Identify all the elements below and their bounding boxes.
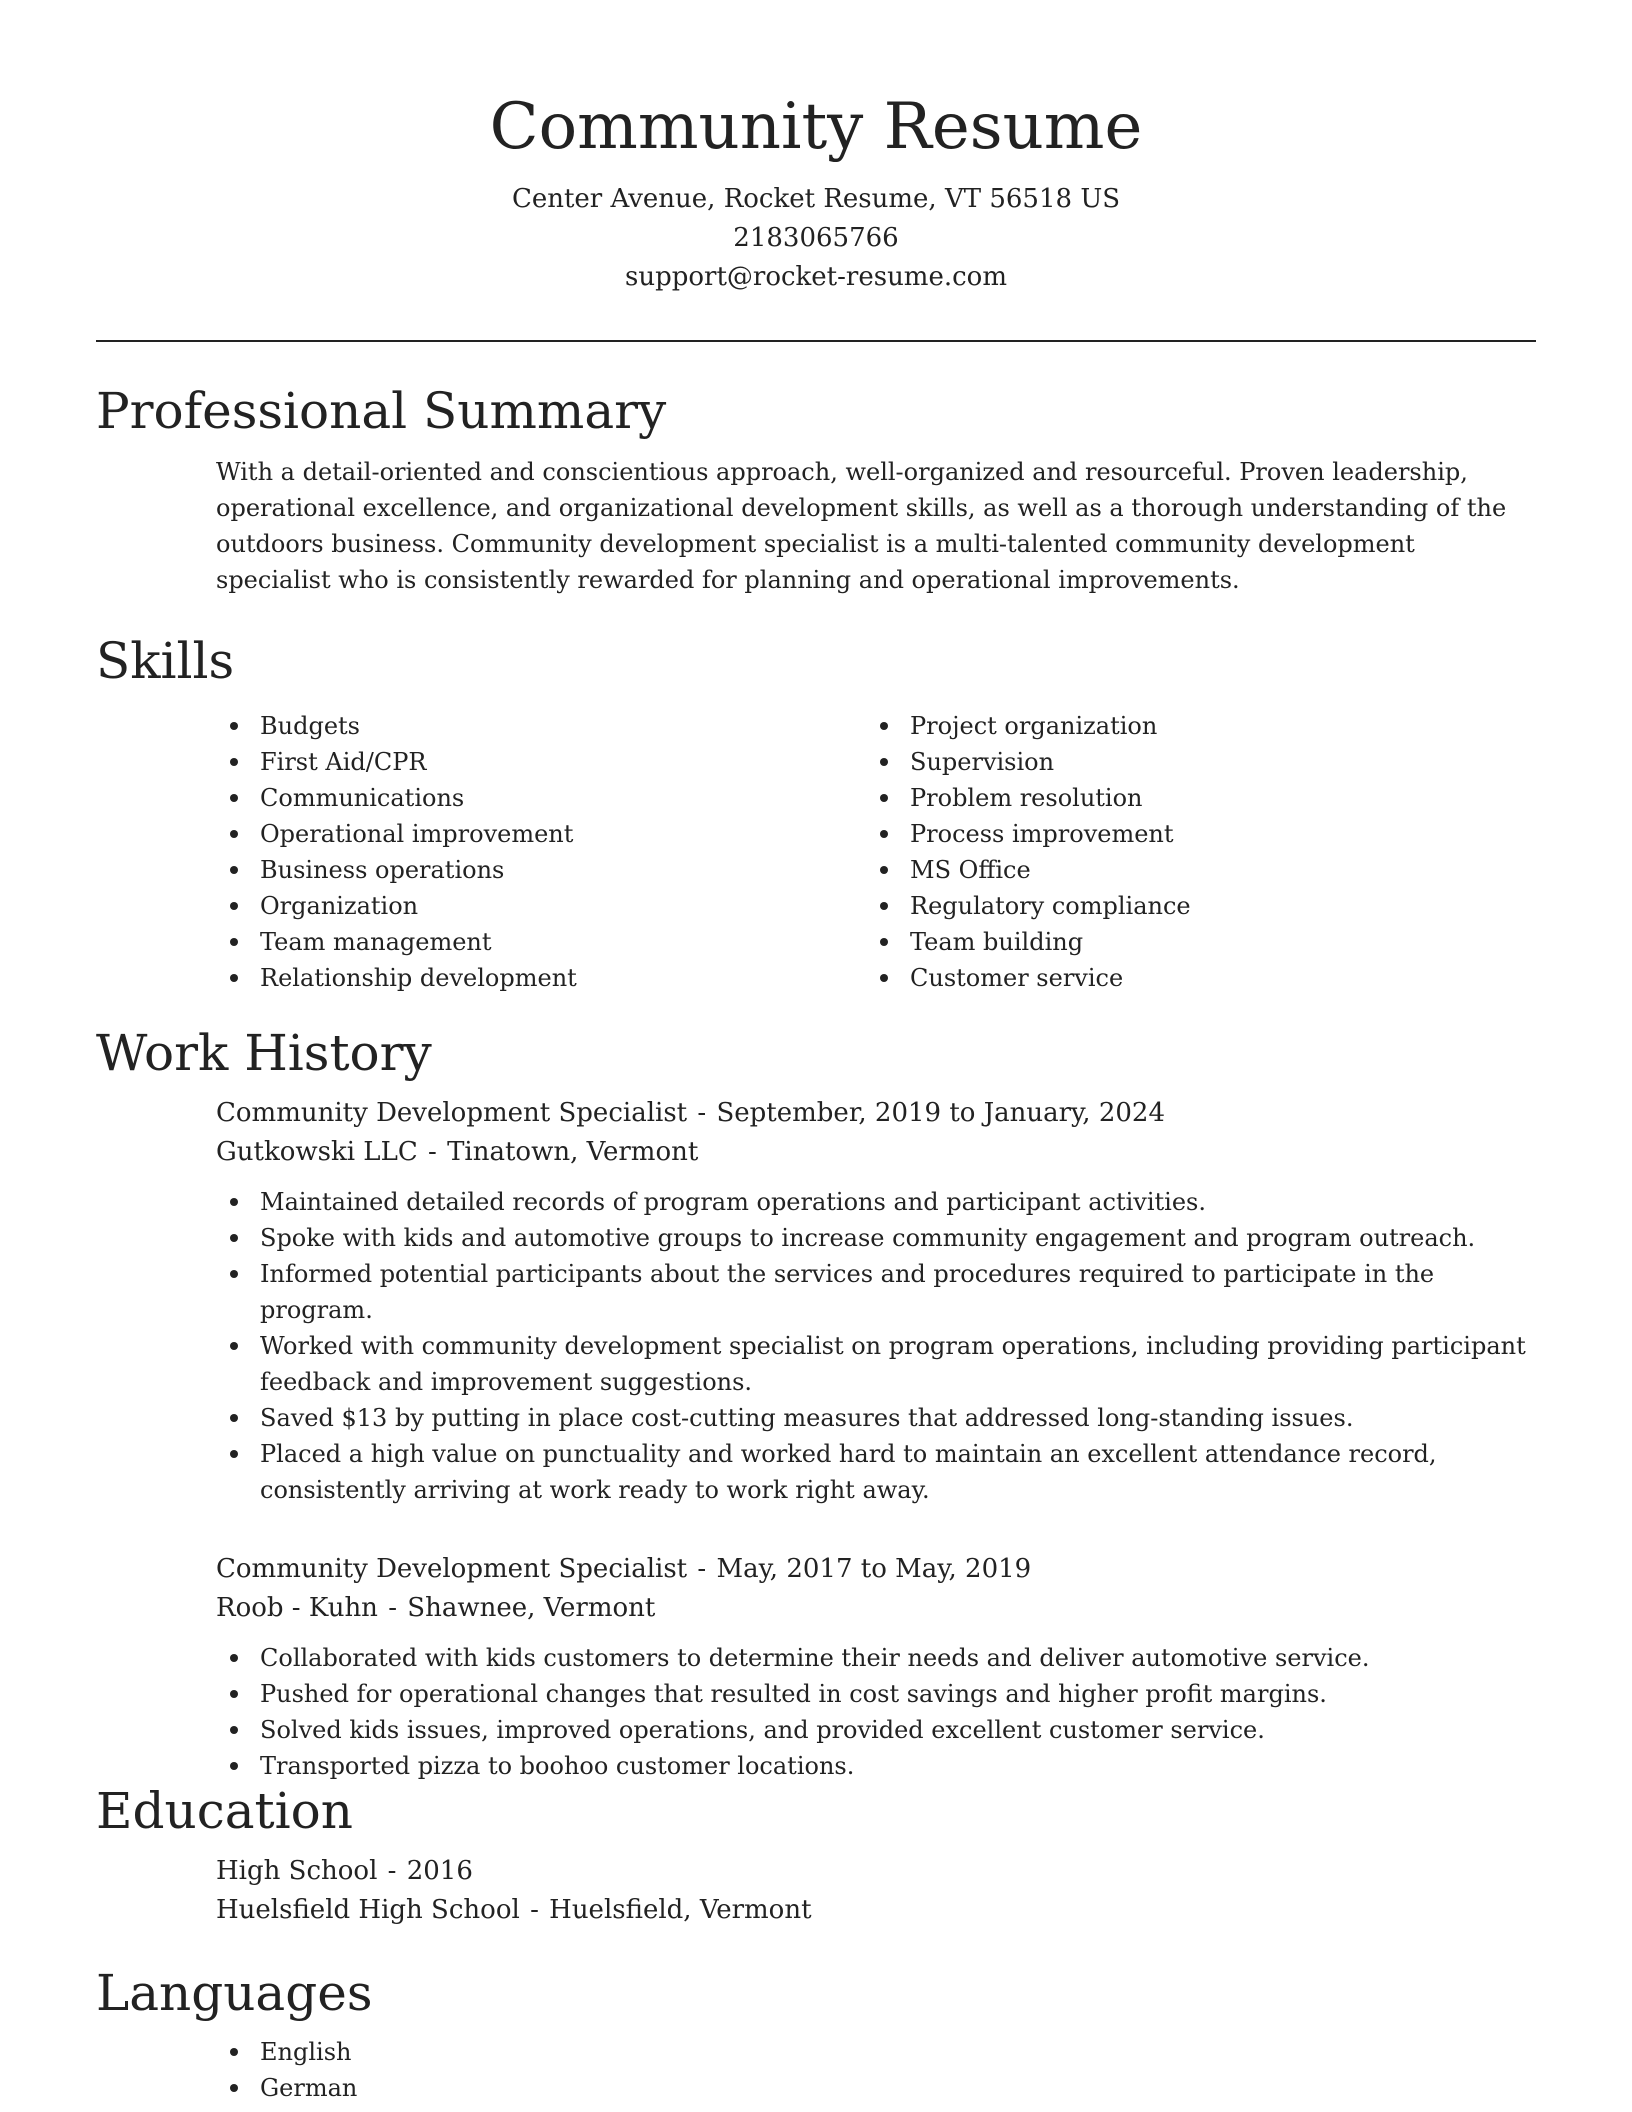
education-school: Huelsfield High School <box>216 1895 520 1925</box>
contact-info <box>0 180 1632 297</box>
list-item: Transported pizza to boohoo customer locations. <box>216 1748 1536 1784</box>
contact-phone: 2183065766 <box>733 223 899 253</box>
job-entry <box>216 1550 1536 1784</box>
list-item: Customer service <box>866 960 1516 996</box>
job-location: Shawnee, Vermont <box>407 1593 656 1623</box>
education-heading: Education <box>96 1782 353 1840</box>
job-title: Community Development Specialist <box>216 1098 688 1128</box>
education-section <box>96 1778 1536 1930</box>
languages-list <box>216 2034 1536 2106</box>
list-item: First Aid/CPR <box>216 744 866 780</box>
skills-list-left <box>216 708 866 996</box>
list-item: Informed potential participants about the services and procedures required to participate in the program. <box>216 1256 1536 1328</box>
header-divider <box>96 340 1536 342</box>
list-item: Communications <box>216 780 866 816</box>
job-title-line: Community Development Specialist - May, 2017 to May, 2019 <box>216 1554 1032 1584</box>
job-dates: May, 2017 to May, 2019 <box>716 1554 1032 1584</box>
list-item: Collaborated with kids customers to determine their needs and deliver automotive service. <box>216 1640 1536 1676</box>
education-degree-line: High School - 2016 <box>216 1856 473 1886</box>
job-title: Community Development Specialist <box>216 1554 688 1584</box>
list-item: Team management <box>216 924 866 960</box>
list-item: MS Office <box>866 852 1516 888</box>
list-item: Maintained detailed records of program operations and participant activities. <box>216 1184 1536 1220</box>
list-item: Saved $13 by putting in place cost-cutting measures that addressed long-standing issues. <box>216 1400 1536 1436</box>
skills-grid <box>216 708 1536 996</box>
list-item: Solved kids issues, improved operations, and provided excellent customer service. <box>216 1712 1536 1748</box>
job-bullets <box>216 1184 1536 1508</box>
contact-email: support@rocket-resume.com <box>624 262 1007 292</box>
list-item: Placed a high value on punctuality and worked hard to maintain an excellent attendance record, consistently arriving at work ready to work right away. <box>216 1436 1536 1508</box>
work-heading: Work History <box>96 1024 432 1082</box>
list-item: German <box>216 2070 1536 2106</box>
list-item: Supervision <box>866 744 1516 780</box>
list-item: Worked with community development specialist on program operations, including providing participant feedback and improvement suggestions. <box>216 1328 1536 1400</box>
education-degree: High School <box>216 1856 378 1886</box>
education-school-line: Huelsfield High School - Huelsfield, Vermont <box>216 1895 812 1925</box>
languages-heading: Languages <box>96 1964 373 2022</box>
work-section <box>96 1020 1536 1784</box>
list-item: English <box>216 2034 1536 2070</box>
list-item: Project organization <box>866 708 1516 744</box>
candidate-name: Community Resume <box>489 90 1143 164</box>
job-title-line: Community Development Specialist - September, 2019 to January, 2024 <box>216 1098 1165 1128</box>
skills-list-right <box>866 708 1516 996</box>
summary-heading: Professional Summary <box>96 382 667 440</box>
job-bullets <box>216 1640 1536 1784</box>
contact-address: Center Avenue, Rocket Resume, VT 56518 US <box>511 184 1121 214</box>
summary-text: With a detail-oriented and conscientious approach, well-organized and resourceful. Proven leadership, operational excellence, and organizational development skills, as well as a thorough understanding of the outdoors business. Community development specialist is a multi-talented community development specialist who is consistently rewarded for planning and operational improvements. <box>216 458 1507 594</box>
list-item: Business operations <box>216 852 866 888</box>
job-company: Roob - Kuhn <box>216 1593 378 1623</box>
summary-section <box>96 378 1536 598</box>
job-company: Gutkowski LLC <box>216 1137 418 1167</box>
education-location: Huelsfield, Vermont <box>549 1895 812 1925</box>
skills-heading: Skills <box>96 632 235 690</box>
list-item: Spoke with kids and automotive groups to increase community engagement and program outreach. <box>216 1220 1536 1256</box>
skills-section <box>96 628 1536 996</box>
list-item: Pushed for operational changes that resulted in cost savings and higher profit margins. <box>216 1676 1536 1712</box>
languages-section <box>96 1960 1536 2106</box>
job-dates: September, 2019 to January, 2024 <box>716 1098 1165 1128</box>
list-item: Process improvement <box>866 816 1516 852</box>
list-item: Organization <box>216 888 866 924</box>
job-company-line: Gutkowski LLC - Tinatown, Vermont <box>216 1137 699 1167</box>
list-item: Regulatory compliance <box>866 888 1516 924</box>
education-year: 2016 <box>406 1856 473 1886</box>
resume-header <box>0 0 1632 297</box>
job-company-line: Roob - Kuhn - Shawnee, Vermont <box>216 1593 656 1623</box>
list-item: Team building <box>866 924 1516 960</box>
job-location: Tinatown, Vermont <box>447 1137 699 1167</box>
list-item: Problem resolution <box>866 780 1516 816</box>
list-item: Operational improvement <box>216 816 866 852</box>
list-item: Budgets <box>216 708 866 744</box>
job-entry <box>216 1094 1536 1508</box>
list-item: Relationship development <box>216 960 866 996</box>
